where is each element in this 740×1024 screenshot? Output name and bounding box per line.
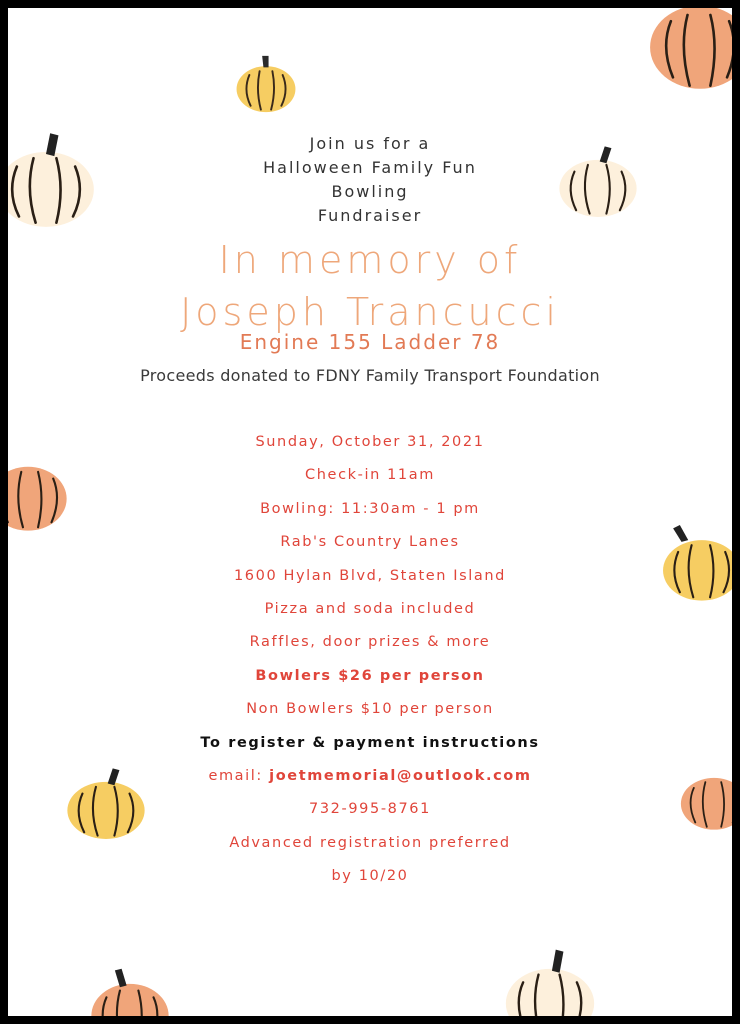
- venue-name: Rab's Country Lanes: [280, 534, 460, 551]
- raffles-info: Raffles, door prizes & more: [249, 634, 491, 651]
- intro-line: Bowling: [331, 182, 409, 201]
- event-date: Sunday, October 31, 2021: [255, 434, 485, 450]
- food-info: Pizza and soda included: [264, 600, 476, 617]
- flyer: [8, 8, 732, 1016]
- memory-heading: [8, 234, 732, 338]
- memory-name: Joseph Trancucci: [180, 290, 560, 334]
- proceeds-line: Proceeds donated to FDNY Family Transport Foundation: [140, 366, 600, 385]
- intro-line: Halloween Family Fun: [263, 158, 477, 177]
- register-heading: To register & payment instructions: [200, 734, 540, 751]
- phone-number: 732-995-8761: [309, 801, 431, 818]
- engine-ladder: Engine 155 Ladder 78: [239, 330, 501, 354]
- email-label: email:: [208, 767, 270, 784]
- bowlers-price: Bowlers $26 per person: [255, 667, 485, 684]
- email-link[interactable]: joetmemorial@outlook.com: [269, 767, 532, 784]
- registration-deadline: by 10/20: [331, 868, 409, 885]
- intro-block: [8, 132, 732, 228]
- pumpkin-icon: [234, 52, 298, 116]
- email-line: [8, 760, 732, 793]
- pumpkin-icon: [648, 8, 732, 96]
- venue-address: 1600 Hylan Blvd, Staten Island: [233, 567, 506, 584]
- memory-line: In memory of: [218, 238, 522, 282]
- bowling-time: Bowling: 11:30am - 1 pm: [260, 500, 480, 517]
- non-bowlers-price: Non Bowlers $10 per person: [246, 701, 494, 718]
- pumpkin-icon: [80, 962, 180, 1016]
- checkin-time: Check-in 11am: [305, 467, 435, 484]
- intro-line: Join us for a: [309, 134, 431, 153]
- intro-line: Fundraiser: [317, 206, 423, 225]
- pumpkin-icon: [498, 942, 602, 1016]
- event-details: [8, 426, 732, 893]
- advance-registration: Advanced registration preferred: [229, 834, 511, 851]
